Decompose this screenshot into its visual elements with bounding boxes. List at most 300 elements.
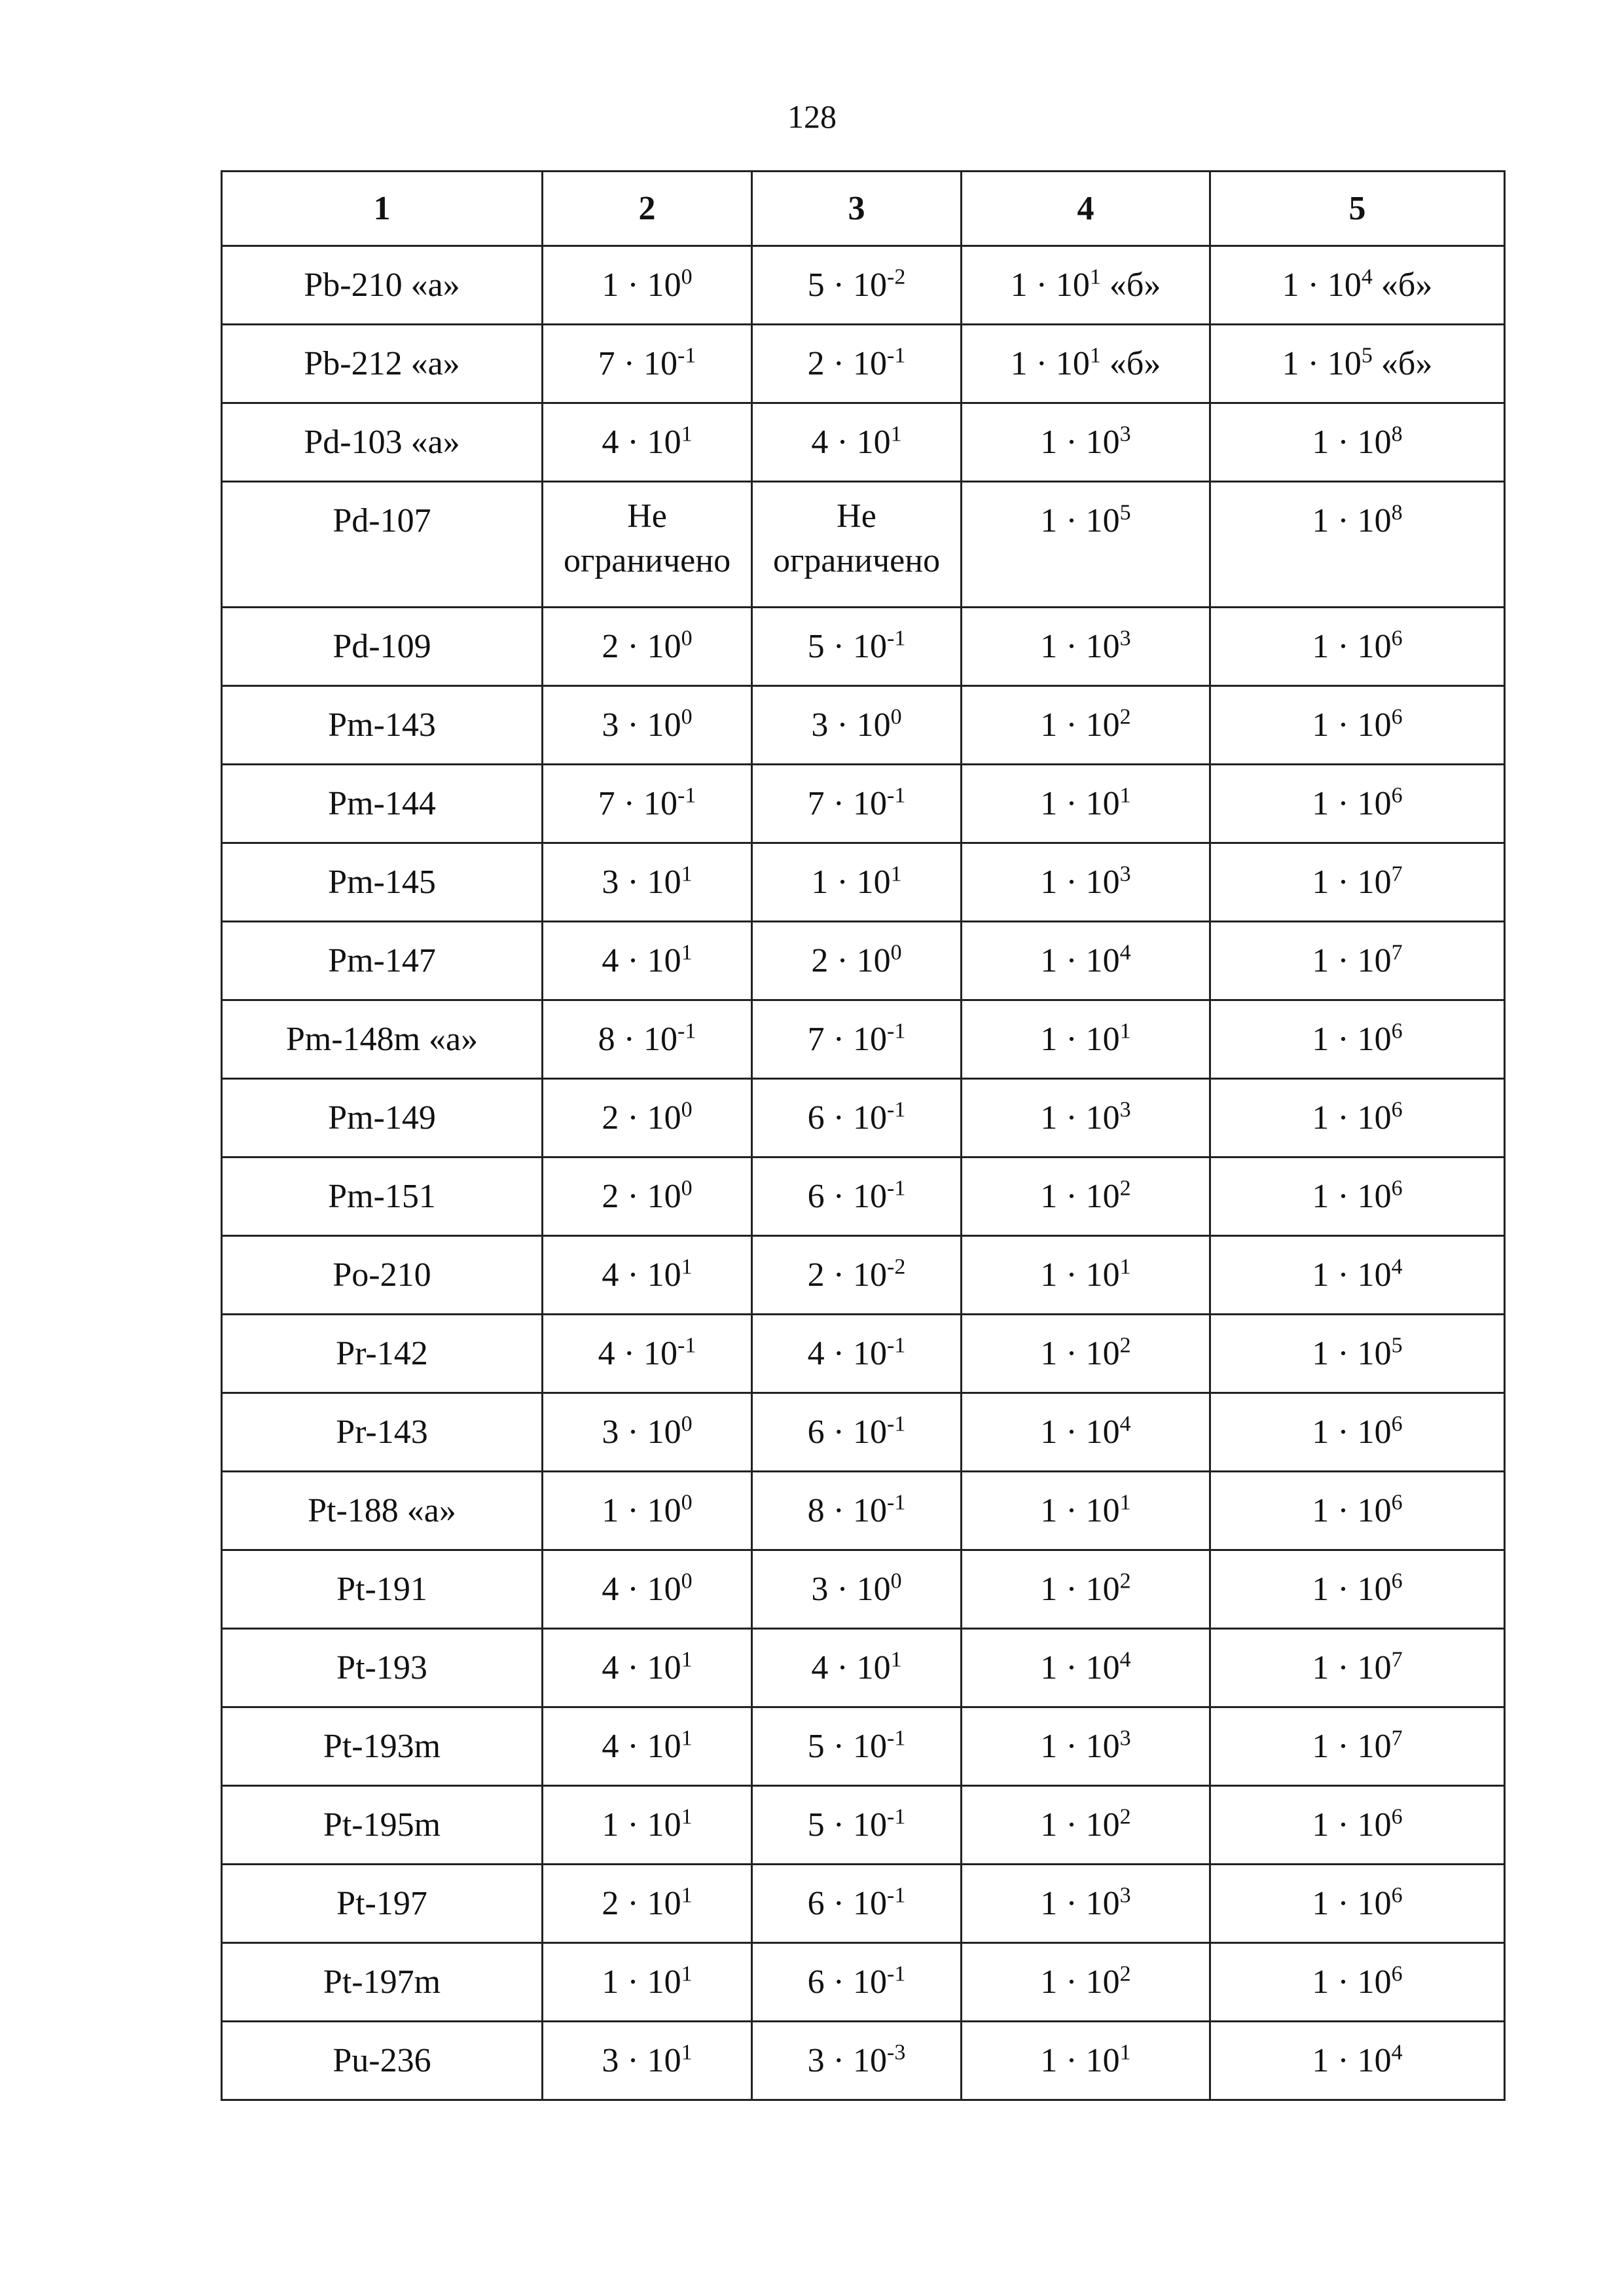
value-cell [752, 1000, 962, 1079]
value-cell [962, 1865, 1210, 1943]
value-cell [1210, 922, 1505, 1000]
table-row [222, 608, 1505, 686]
table-body [222, 246, 1505, 2100]
table-row [222, 922, 1505, 1000]
times-ten: · 10 [828, 1571, 891, 1608]
mantissa: 1 [1010, 345, 1028, 382]
value-cell [752, 1943, 962, 2022]
times-ten: · 10 [824, 1728, 887, 1765]
mantissa: 1 [602, 1806, 619, 1844]
nuclide-cell: Pr-143 [222, 1393, 543, 1472]
times-ten: · 10 [619, 1571, 681, 1608]
exponent: 0 [681, 626, 693, 651]
mantissa: 1 [1312, 1571, 1329, 1608]
mantissa: 4 [602, 1649, 619, 1686]
times-ten: · 10 [824, 266, 887, 304]
exponent: 3 [1119, 626, 1131, 651]
exponent: 3 [1119, 1726, 1131, 1751]
value-cell [752, 1472, 962, 1550]
nuclide-cell: Pm-149 [222, 1079, 543, 1157]
value-cell [752, 325, 962, 403]
table-row [222, 1943, 1505, 2022]
mantissa: 2 [602, 1178, 619, 1215]
times-ten: · 10 [619, 2042, 681, 2079]
footnote-mark: «б» [1109, 266, 1161, 304]
mantissa: 2 [807, 345, 825, 382]
exponent: 0 [890, 940, 902, 965]
mantissa: 1 [1040, 1728, 1058, 1765]
table-row [222, 482, 1505, 608]
mantissa: 1 [1040, 628, 1058, 665]
value-cell [752, 1157, 962, 1236]
footnote-mark: «б» [1380, 345, 1433, 382]
times-ten: · 10 [1057, 2042, 1120, 2079]
column-header: 5 [1210, 172, 1505, 246]
nuclide-cell: Pb-212 «а» [222, 325, 543, 403]
times-ten: · 10 [1329, 1963, 1392, 2001]
times-ten: · 10 [1329, 1806, 1392, 1844]
exponent: 5 [1361, 343, 1373, 368]
exponent: 1 [681, 940, 693, 965]
value-cell [962, 1315, 1210, 1393]
exponent: -1 [887, 1333, 906, 1358]
mantissa: 3 [807, 2042, 825, 2079]
nuclide-cell: Pt-197 [222, 1865, 543, 1943]
value-cell [1210, 1786, 1505, 1865]
column-header: 3 [752, 172, 962, 246]
times-ten: · 10 [1329, 1178, 1392, 1215]
value-cell [752, 765, 962, 843]
value-cell [1210, 325, 1505, 403]
times-ten: · 10 [828, 1649, 891, 1686]
mantissa: 4 [602, 424, 619, 461]
exponent: -1 [887, 1804, 906, 1829]
value-cell [543, 765, 752, 843]
nuclide-cell: Pt-191 [222, 1550, 543, 1629]
mantissa: 1 [1312, 1728, 1329, 1765]
nuclide-cell: Pm-143 [222, 686, 543, 765]
times-ten: · 10 [1057, 1178, 1120, 1215]
mantissa: 1 [1312, 1099, 1329, 1137]
exponent: -1 [887, 1019, 906, 1044]
mantissa: 7 [598, 785, 615, 822]
times-ten: · 10 [1027, 266, 1090, 304]
value-cell [752, 1315, 962, 1393]
mantissa: 1 [1040, 1963, 1058, 2001]
mantissa: 1 [1312, 1256, 1329, 1294]
value-cell [962, 482, 1210, 608]
value-cell [1210, 1315, 1505, 1393]
mantissa: 1 [1040, 1256, 1058, 1294]
exponent: -1 [677, 1333, 696, 1358]
mantissa: 1 [1312, 1806, 1329, 1844]
mantissa: 5 [807, 1806, 825, 1844]
table-row [222, 2022, 1505, 2100]
times-ten: · 10 [1057, 1413, 1120, 1451]
value-cell [962, 1079, 1210, 1157]
times-ten: · 10 [619, 1806, 681, 1844]
mantissa: 1 [1040, 1099, 1058, 1137]
exponent: 1 [1119, 783, 1131, 808]
value-cell [752, 1865, 962, 1943]
times-ten: · 10 [1057, 785, 1120, 822]
exponent: 4 [1361, 264, 1373, 289]
times-ten: · 10 [619, 1256, 681, 1294]
value-cell [543, 325, 752, 403]
exponent: -1 [677, 783, 696, 808]
value-cell [543, 1157, 752, 1236]
mantissa: 2 [602, 628, 619, 665]
times-ten: · 10 [1057, 706, 1120, 744]
mantissa: 1 [1312, 1492, 1329, 1529]
column-header: 1 [222, 172, 543, 246]
value-cell [962, 325, 1210, 403]
times-ten: · 10 [1329, 424, 1392, 461]
exponent: 4 [1391, 2040, 1403, 2065]
value-cell [962, 765, 1210, 843]
exponent: 2 [1119, 704, 1131, 729]
value-cell [752, 1786, 962, 1865]
times-ten: · 10 [1299, 345, 1362, 382]
value-cell [543, 843, 752, 922]
mantissa: 2 [602, 1099, 619, 1137]
value-cell [543, 1629, 752, 1707]
value-cell [1210, 1707, 1505, 1786]
times-ten: · 10 [1329, 2042, 1392, 2079]
exponent: 3 [1119, 422, 1131, 446]
nuclide-cell: Pr-142 [222, 1315, 543, 1393]
value-cell [962, 1393, 1210, 1472]
times-ten: · 10 [1329, 1649, 1392, 1686]
exponent: 0 [681, 1097, 693, 1122]
mantissa: 1 [1040, 2042, 1058, 2079]
exponent: 2 [1119, 1961, 1131, 1986]
mantissa: 8 [598, 1021, 615, 1058]
value-cell-text: Не ограничено [543, 482, 752, 608]
value-cell [752, 403, 962, 482]
exponent: -1 [887, 1961, 906, 1986]
table-row [222, 403, 1505, 482]
value-cell [962, 2022, 1210, 2100]
mantissa: 1 [1312, 1178, 1329, 1215]
exponent: 7 [1391, 862, 1403, 886]
value-cell [543, 1236, 752, 1315]
value-cell [962, 1157, 1210, 1236]
value-cell [752, 2022, 962, 2100]
value-cell [1210, 403, 1505, 482]
value-cell-text: Не ограничено [752, 482, 962, 608]
exponent: 4 [1391, 1254, 1403, 1279]
exponent: 1 [681, 2040, 693, 2065]
times-ten: · 10 [1329, 1021, 1392, 1058]
value-cell [543, 686, 752, 765]
value-cell [962, 922, 1210, 1000]
times-ten: · 10 [824, 1492, 887, 1529]
mantissa: 4 [602, 942, 619, 979]
value-cell [543, 246, 752, 325]
mantissa: 7 [598, 345, 615, 382]
mantissa: 1 [1040, 502, 1058, 539]
value-cell [1210, 1629, 1505, 1707]
exponent: 2 [1119, 1804, 1131, 1829]
times-ten: · 10 [824, 2042, 887, 2079]
mantissa: 1 [1312, 1021, 1329, 1058]
mantissa: 3 [602, 2042, 619, 2079]
times-ten: · 10 [615, 345, 677, 382]
mantissa: 1 [602, 1492, 619, 1529]
mantissa: 1 [1040, 1178, 1058, 1215]
exponent: 2 [1119, 1176, 1131, 1201]
exponent: 0 [890, 704, 902, 729]
value-cell [543, 1550, 752, 1629]
mantissa: 1 [1312, 1413, 1329, 1451]
column-header: 2 [543, 172, 752, 246]
mantissa: 1 [1282, 266, 1299, 304]
times-ten: · 10 [619, 1963, 681, 2001]
value-cell [1210, 686, 1505, 765]
times-ten: · 10 [824, 345, 887, 382]
exponent: -3 [887, 2040, 906, 2065]
exponent: 1 [681, 1804, 693, 1829]
mantissa: 3 [811, 1571, 829, 1608]
exponent: -1 [887, 783, 906, 808]
exponent: 6 [1391, 1490, 1403, 1515]
value-cell [1210, 1393, 1505, 1472]
times-ten: · 10 [828, 706, 891, 744]
value-cell [1210, 608, 1505, 686]
mantissa: 5 [807, 1728, 825, 1765]
mantissa: 6 [807, 1099, 825, 1137]
value-cell [1210, 1472, 1505, 1550]
mantissa: 3 [602, 864, 619, 901]
nuclide-cell: Pu-236 [222, 2022, 543, 2100]
mantissa: 1 [1312, 1963, 1329, 2001]
times-ten: · 10 [1329, 942, 1392, 979]
table-row [222, 843, 1505, 922]
mantissa: 1 [1040, 1492, 1058, 1529]
mantissa: 4 [598, 1335, 615, 1372]
times-ten: · 10 [1329, 706, 1392, 744]
times-ten: · 10 [1329, 1256, 1392, 1294]
mantissa: 1 [1312, 628, 1329, 665]
times-ten: · 10 [1057, 1649, 1120, 1686]
mantissa: 4 [602, 1728, 619, 1765]
exponent: 0 [681, 1569, 693, 1594]
mantissa: 4 [602, 1256, 619, 1294]
mantissa: 1 [1040, 424, 1058, 461]
table-row [222, 686, 1505, 765]
times-ten: · 10 [1329, 1413, 1392, 1451]
times-ten: · 10 [824, 1178, 887, 1215]
exponent: 1 [1089, 343, 1101, 368]
table-row [222, 1550, 1505, 1629]
table-row [222, 765, 1505, 843]
times-ten: · 10 [824, 628, 887, 665]
exponent: 0 [681, 264, 693, 289]
exponent: 1 [890, 862, 902, 886]
times-ten: · 10 [615, 785, 677, 822]
mantissa: 1 [1010, 266, 1028, 304]
exponent: 1 [1119, 1254, 1131, 1279]
mantissa: 1 [1312, 1649, 1329, 1686]
times-ten: · 10 [1329, 1099, 1392, 1137]
times-ten: · 10 [619, 266, 681, 304]
times-ten: · 10 [619, 942, 681, 979]
value-cell [962, 1943, 1210, 2022]
mantissa: 3 [602, 1413, 619, 1451]
mantissa: 1 [1040, 1885, 1058, 1922]
value-cell [543, 1865, 752, 1943]
times-ten: · 10 [824, 1885, 887, 1922]
exponent: 0 [890, 1569, 902, 1594]
times-ten: · 10 [1057, 1335, 1120, 1372]
exponent: 6 [1391, 626, 1403, 651]
nuclide-cell: Pt-197m [222, 1943, 543, 2022]
page-number: 128 [787, 98, 837, 135]
times-ten: · 10 [1057, 1571, 1120, 1608]
mantissa: 1 [1040, 785, 1058, 822]
value-cell [962, 608, 1210, 686]
times-ten: · 10 [824, 1806, 887, 1844]
exponent: 5 [1391, 1333, 1403, 1358]
table-row [222, 1393, 1505, 1472]
exponent: -1 [887, 1726, 906, 1751]
exponent: 6 [1391, 1804, 1403, 1829]
exponent: 1 [681, 1726, 693, 1751]
times-ten: · 10 [1057, 1492, 1120, 1529]
exponent: -1 [887, 343, 906, 368]
mantissa: 4 [811, 424, 829, 461]
exponent: -1 [887, 1097, 906, 1122]
times-ten: · 10 [1057, 502, 1120, 539]
exponent: 4 [1119, 1647, 1131, 1672]
table-row [222, 1157, 1505, 1236]
times-ten: · 10 [824, 785, 887, 822]
value-cell [962, 403, 1210, 482]
value-cell [1210, 1000, 1505, 1079]
mantissa: 1 [1312, 1885, 1329, 1922]
times-ten: · 10 [828, 942, 891, 979]
table-row [222, 1000, 1505, 1079]
exponent: 1 [681, 1883, 693, 1908]
value-cell [543, 1786, 752, 1865]
times-ten: · 10 [1329, 1492, 1392, 1529]
table-row [222, 1707, 1505, 1786]
value-cell [543, 403, 752, 482]
mantissa: 1 [1040, 942, 1058, 979]
nuclide-cell: Pm-151 [222, 1157, 543, 1236]
mantissa: 4 [602, 1571, 619, 1608]
exponent: 1 [1119, 2040, 1131, 2065]
exponent: 6 [1391, 1961, 1403, 1986]
times-ten: · 10 [828, 424, 891, 461]
times-ten: · 10 [1057, 1806, 1120, 1844]
nuclide-cell: Pt-188 «а» [222, 1472, 543, 1550]
mantissa: 1 [602, 266, 619, 304]
exponent: 7 [1391, 940, 1403, 965]
mantissa: 5 [807, 628, 825, 665]
value-cell [962, 1786, 1210, 1865]
times-ten: · 10 [1057, 1099, 1120, 1137]
times-ten: · 10 [1329, 1335, 1392, 1372]
value-cell [752, 843, 962, 922]
times-ten: · 10 [824, 1256, 887, 1294]
value-cell [1210, 482, 1505, 608]
value-cell [962, 1550, 1210, 1629]
mantissa: 3 [811, 706, 829, 744]
value-cell [962, 843, 1210, 922]
exponent: 8 [1391, 500, 1403, 525]
times-ten: · 10 [1329, 628, 1392, 665]
value-cell [962, 1707, 1210, 1786]
value-cell [543, 1393, 752, 1472]
value-cell [962, 1629, 1210, 1707]
value-cell [752, 1079, 962, 1157]
nuclide-cell: Pt-193m [222, 1707, 543, 1786]
times-ten: · 10 [619, 1492, 681, 1529]
value-cell [752, 1629, 962, 1707]
times-ten: · 10 [1329, 864, 1392, 901]
exponent: 1 [1119, 1490, 1131, 1515]
exponent: 1 [681, 422, 693, 446]
exponent: -1 [887, 626, 906, 651]
exponent: 8 [1391, 422, 1403, 446]
nuclide-cell: Pt-195m [222, 1786, 543, 1865]
times-ten: · 10 [828, 864, 891, 901]
times-ten: · 10 [1329, 1885, 1392, 1922]
exponent: 0 [681, 1490, 693, 1515]
exponent: 3 [1119, 1097, 1131, 1122]
exponent: 0 [681, 704, 693, 729]
exponent: -1 [887, 1490, 906, 1515]
value-cell [1210, 1865, 1505, 1943]
times-ten: · 10 [1057, 1963, 1120, 2001]
exponent: 6 [1391, 704, 1403, 729]
exponent: 7 [1391, 1726, 1403, 1751]
value-cell [543, 1315, 752, 1393]
times-ten: · 10 [619, 1885, 681, 1922]
nuclide-cell: Pd-103 «а» [222, 403, 543, 482]
table-row [222, 1472, 1505, 1550]
value-cell [1210, 765, 1505, 843]
mantissa: 1 [1040, 1413, 1058, 1451]
exponent: 1 [681, 1647, 693, 1672]
mantissa: 6 [807, 1413, 825, 1451]
times-ten: · 10 [1057, 1728, 1120, 1765]
times-ten: · 10 [1027, 345, 1090, 382]
times-ten: · 10 [1057, 1256, 1120, 1294]
value-cell [1210, 1157, 1505, 1236]
value-cell [543, 1707, 752, 1786]
times-ten: · 10 [615, 1021, 677, 1058]
value-cell [543, 1472, 752, 1550]
mantissa: 2 [807, 1256, 825, 1294]
nuclide-cell: Pm-148m «а» [222, 1000, 543, 1079]
exponent: 6 [1391, 1019, 1403, 1044]
mantissa: 1 [1312, 706, 1329, 744]
exponent: -1 [887, 1176, 906, 1201]
exponent: 6 [1391, 1883, 1403, 1908]
exponent: 0 [681, 1176, 693, 1201]
exponent: 1 [890, 422, 902, 446]
radionuclide-table [221, 170, 1506, 2101]
value-cell [1210, 246, 1505, 325]
mantissa: 1 [1040, 1571, 1058, 1608]
exponent: 2 [1119, 1333, 1131, 1358]
table-row [222, 325, 1505, 403]
table-row [222, 1236, 1505, 1315]
value-cell [543, 1079, 752, 1157]
